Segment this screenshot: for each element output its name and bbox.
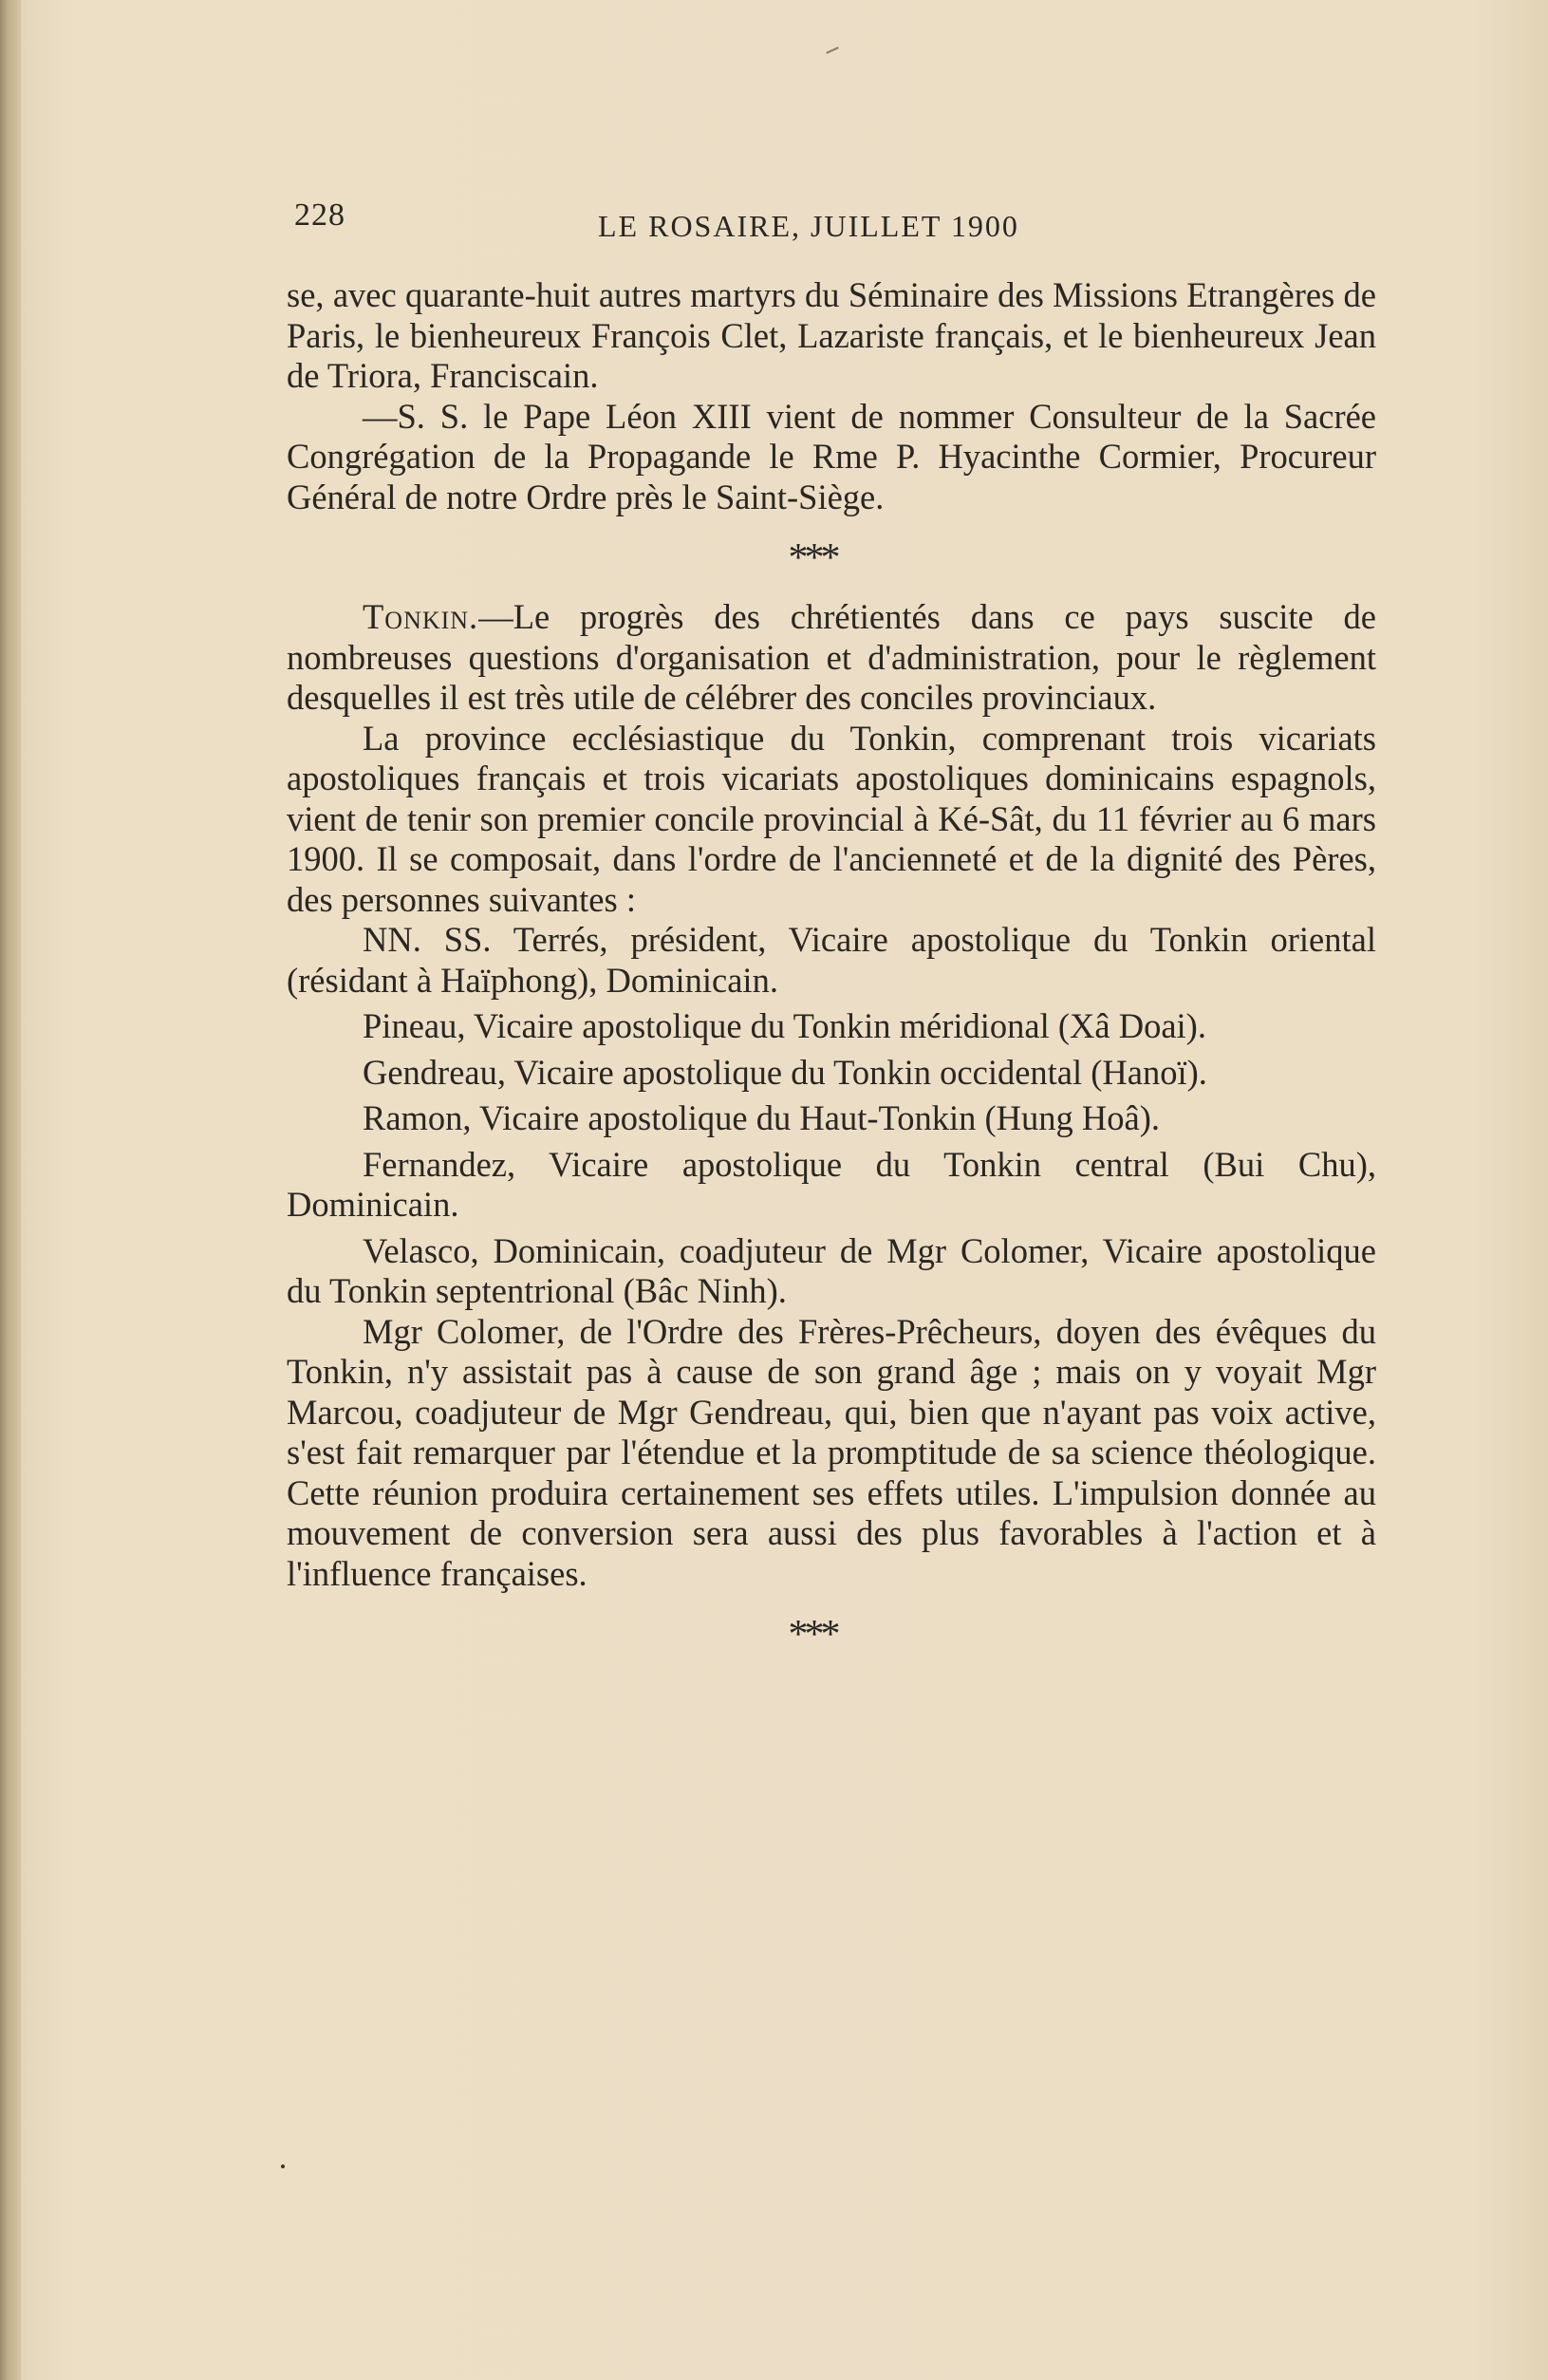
running-head: LE ROSAIRE, JUILLET 1900 (598, 209, 1019, 243)
paragraph-tonkin-intro (287, 597, 1376, 719)
page-spine-shadow (0, 0, 21, 2380)
paragraph-pineau: Pineau, Vicaire apostolique du Tonkin méridional (Xâ Doai). (363, 1006, 1206, 1045)
page-number: 228 (294, 197, 345, 233)
paragraph-fernandez: Fernandez, Vicaire apostolique du Tonkin central (Bui Chu), Dominicain. (287, 1144, 1376, 1224)
section-separator: *** (788, 536, 837, 580)
paper-mark (826, 47, 839, 54)
body-text (287, 275, 1376, 1674)
page-header (294, 197, 1367, 254)
paragraph-ramon: Ramon, Vicaire apostolique du Haut-Tonkin (Hung Hoâ). (363, 1098, 1160, 1137)
paragraph-colomer: Mgr Colomer, de l'Ordre des Frères-Prêcheurs, doyen des évêques du Tonkin, n'y assistait pas à cause de son grand âge ; mais on y voyait Mgr Marcou, coadjuteur de Mgr Gendreau, qui, bien que n'ayant pas voix active, s'est fait remarquer par l'étendue et la promptitude de sa science théologique. Cette réunion produira certainement ses effets utiles. L'impulsion donnée au mouvement de conversion sera aussi des plus favorables à l'action et à l'influence françaises. (287, 1311, 1376, 1593)
paragraph-gendreau: Gendreau, Vicaire apostolique du Tonkin occidental (Hanoï). (363, 1052, 1207, 1092)
tonkin-intro-text: —Le progrès des chrétientés dans ce pays suscite de nombreuses questions d'organisation et d'administration, pour le règlement desquelles il est très utile de célébrer des conciles provinciaux. (287, 597, 1376, 717)
paragraph-velasco: Velasco, Dominicain, coadjuteur de Mgr Colomer, Vicaire apostolique du Tonkin septentrional (Bâc Ninh). (287, 1230, 1376, 1310)
paragraph-terres: NN. SS. Terrés, président, Vicaire apostolique du Tonkin oriental (résidant à Haïphong), Dominicain. (287, 920, 1376, 1000)
paragraph-consultor: —S. S. le Pape Léon XIII vient de nommer Consulteur de la Sacrée Congrégation de la Propagande le Rme P. Hyacinthe Cormier, Procureur Général de notre Ordre près le Saint-Siège. (287, 396, 1376, 516)
paragraph-province: La province ecclésiastique du Tonkin, comprenant trois vicariats apostoliques français et trois vicariats apostoliques dominicains espagnols, vient de tenir son premier concile provincial à Ké-Sât, du 11 février au 6 mars 1900. Il se composait, dans l'ordre de l'ancienneté et de la dignité des Pères, des personnes suivantes : (287, 718, 1376, 919)
section-separator-end: *** (788, 1613, 837, 1657)
paragraph-martyrs: se, avec quarante-huit autres martyrs du Séminaire des Missions Etrangères de Paris, le bienheureux François Clet, Lazariste français, et le bienheureux Jean de Triora, Franciscain. (287, 275, 1376, 395)
ink-speck (281, 2164, 285, 2168)
tonkin-label: Tonkin. (363, 597, 479, 636)
